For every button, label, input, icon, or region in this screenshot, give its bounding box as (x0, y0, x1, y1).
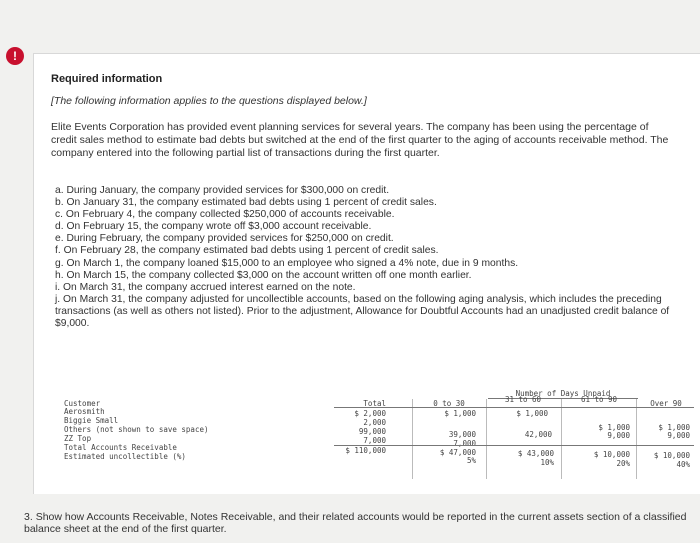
column-divider (486, 399, 487, 479)
row-31-60: 42,000 (524, 430, 552, 439)
section-title: Required information (51, 73, 163, 85)
total-row-over-90: $ 10,000 (653, 451, 690, 460)
row-0-30: 7,000 (453, 439, 476, 448)
total-row-label: Total Accounts Receivable (64, 443, 177, 452)
transaction-item: f. On February 28, the company estimated bad debts using 1 percent of credit sales. (55, 245, 439, 257)
total-row-0-30: $ 47,000 (439, 448, 476, 457)
header-rule (334, 407, 694, 408)
days-unpaid-header: Number of Days Unpaid (515, 389, 611, 398)
question-text: Show how Accounts Receivable, Notes Receivable, and their related accounts would be reported in the current assets section of a classified balance sheet at the end of the first quarter. (24, 511, 687, 535)
rate-row-label: Estimated uncollectible (%) (64, 452, 186, 461)
aging-analysis-table (64, 389, 694, 484)
row-total: 2,000 (363, 418, 386, 427)
rate-31-60: 10% (540, 458, 554, 467)
transaction-item: h. On March 15, the company collected $3,000 on the account written off one month earlier. (55, 269, 472, 281)
transaction-item: b. On January 31, the company estimated bad debts using 1 percent of credit sales. (55, 197, 437, 209)
col-header-over-90: Over 90 (650, 399, 682, 408)
column-divider (412, 399, 413, 479)
column-divider (636, 399, 637, 479)
col-header-31-60: 31 to 60 (504, 395, 542, 404)
total-row-31-60: $ 43,000 (517, 449, 554, 458)
applies-note: [The following information applies to the questions displayed below.] (51, 95, 367, 107)
row-total: 7,000 (363, 436, 386, 445)
rate-0-30: 5% (466, 456, 476, 465)
col-header-0-30: 0 to 30 (433, 399, 465, 408)
alert-icon: ! (6, 47, 24, 65)
row-customer: Others (not shown to save space) (64, 425, 209, 434)
rate-61-90: 20% (616, 459, 630, 468)
column-divider (561, 399, 562, 479)
row-61-90: 9,000 (607, 431, 630, 440)
row-over-90: 9,000 (667, 431, 690, 440)
transaction-item: j. On March 31, the company adjusted for uncollectible accounts, based on the following aging analysis, which includes the preceding transactions (as well as others not listed). Prior to the adjustment, Allowance for Doubtful Accounts had an unadjusted credit balance of $9,000. (55, 293, 670, 330)
transaction-item: c. On February 4, the company collected $250,000 of accounts receivable. (55, 209, 395, 221)
row-0-30: 39,000 (448, 430, 476, 439)
transaction-list (55, 185, 675, 330)
row-total: $ 2,000 (354, 409, 386, 418)
row-customer: Biggie Small (64, 416, 119, 425)
col-header-total: Total (363, 399, 386, 408)
total-row-61-90: $ 10,000 (593, 450, 630, 459)
transaction-item: e. During February, the company provided services for $250,000 on credit. (55, 233, 394, 245)
transaction-item: g. On March 1, the company loaned $15,000 to an employee who signed a 4% note, due in 9 months. (55, 257, 519, 269)
question-number: 3. (24, 511, 33, 523)
transaction-item: d. On February 15, the company wrote off $3,000 account receivable. (55, 221, 372, 233)
transaction-item: a. During January, the company provided services for $300,000 on credit. (55, 185, 390, 196)
question-3 (24, 511, 694, 535)
row-61-90: $ 1,000 (598, 423, 630, 432)
intro-paragraph: Elite Events Corporation has provided event planning services for several years. The company has been using the percentage of credit sales method to estimate bad debts but switched at the end of the first quarter to the aging of accounts receivable method. The company entered into the following partial list of transactions during the first quarter. (51, 121, 669, 159)
col-header-61-90: 61 to 90 (580, 395, 618, 404)
col-header-customer: Customer (64, 399, 101, 408)
row-over-90: $ 1,000 (658, 423, 690, 432)
rate-over-90: 40% (676, 460, 690, 469)
row-customer: ZZ Top (64, 434, 92, 443)
row-31-60: $ 1,000 (516, 409, 548, 418)
row-total: 99,000 (358, 427, 386, 436)
totals-rule (334, 445, 694, 446)
required-information-panel (33, 53, 700, 494)
row-customer: Aerosmith (64, 407, 105, 416)
total-row-total: $ 110,000 (345, 446, 386, 455)
transaction-item: i. On March 31, the company accrued interest earned on the note. (55, 281, 356, 293)
row-0-30: $ 1,000 (444, 409, 476, 418)
